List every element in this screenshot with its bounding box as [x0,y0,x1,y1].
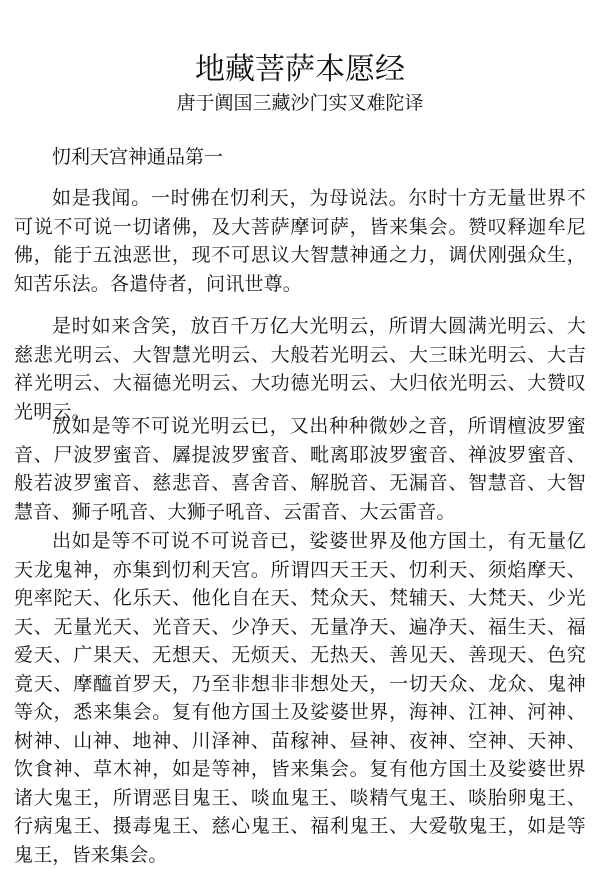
paragraph-1: 如是我闻。一时佛在忉利天，为母说法。尔时十方无量世界不可说不可说一切诸佛，及大菩萨摩诃萨，皆来集会。赞叹释迦牟尼佛，能于五浊恶世，现不可思议大智慧神通之力，调伏刚强众生，知苦乐法。各遣侍者，问讯世尊。 [14,187,586,295]
paragraph-4: 出如是等不可说不可说音已，娑婆世界及他方国土，有无量亿天龙鬼神，亦集到忉利天宫。所谓四天王天、忉利天、须焰摩天、兜率陀天、化乐天、他化自在天、梵众天、梵辅天、大梵天、少光天、无量光天、光音天、少净天、无量净天、遍净天、福生天、福爱天、广果天、无想天、无烦天、无热天、善见天、善现天、色究竟天、摩醯首罗天，乃至非想非非想处天，一切天众、龙众、鬼神等众，悉来集会。复有他方国土及娑婆世界，海神、江神、河神、树神、山神、地神、川泽神、苗稼神、昼神、夜神、空神、天神、饮食神、草木神，如是等神，皆来集会。复有他方国土及娑婆世界诸大鬼王，所谓恶目鬼王、啖血鬼王、啖精气鬼王、啖胎卵鬼王、行病鬼王、摄毒鬼王、慈心鬼王、福利鬼王、大爱敬鬼王，如是等鬼王，皆来集会。 [14,530,586,866]
sutra-title: 地藏菩萨本愿经 [195,52,405,87]
chapter-title: 忉利天宫神通品第一 [52,146,224,168]
paragraph-2: 是时如来含笑，放百千万亿大光明云，所谓大圆满光明云、大慈悲光明云、大智慧光明云、大般若光明云、大三昧光明云、大吉祥光明云、大福德光明云、大功德光明云、大归依光明云、大赞叹光明云。 [14,315,586,423]
paragraph-3: 放如是等不可说光明云已，又出种种微妙之音，所谓檀波罗蜜音、尸波罗蜜音、羼提波罗蜜音、毗离耶波罗蜜音、禅波罗蜜音、般若波罗蜜音、慈悲音、喜舍音、解脱音、无漏音、智慧音、大智慧音、狮子吼音、大狮子吼音、云雷音、大云雷音。 [14,415,586,523]
translator-line: 唐于阗国三藏沙门实叉难陀译 [176,92,424,114]
